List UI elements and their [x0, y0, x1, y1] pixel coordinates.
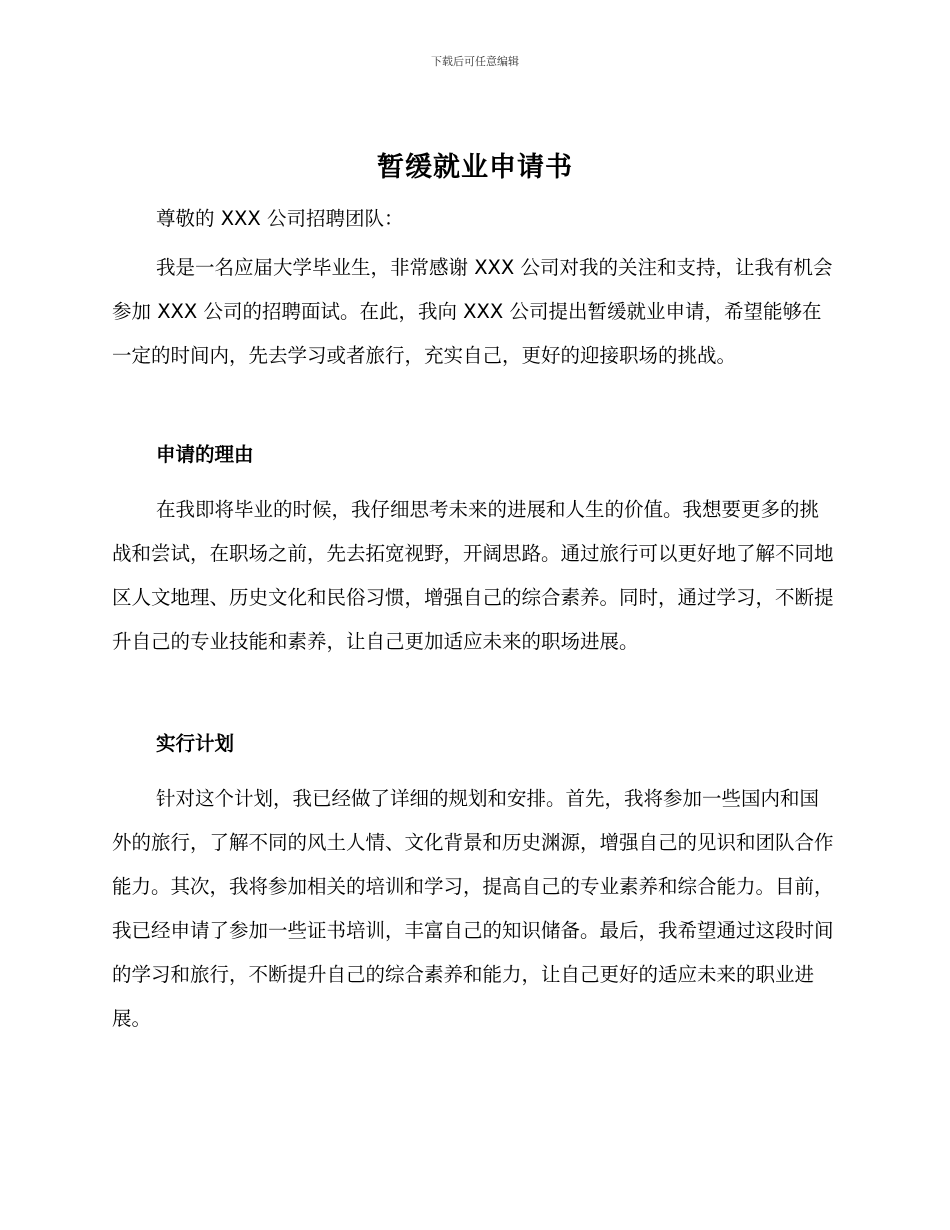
- plan-paragraph: 针对这个计划，我已经做了详细的规划和安排。首先，我将参加一些国内和国外的旅行，了解不同的风土人情、文化背景和历史渊源，增强自己的见识和团队合作能力。其次，我将参加相关的培训和学习，提高自己的专业素养和综合能力。目前，我已经申请了参加一些证书培训，丰富自己的知识储备。最后，我希望通过这段时间的学习和旅行，不断提升自己的综合素养和能力，让自己更好的适应未来的职业进展。: [112, 787, 834, 1030]
- header-note: 下载后可任意编辑: [431, 55, 519, 68]
- intro-paragraph: 我是一名应届大学毕业生，非常感谢 XXX 公司对我的关注和支持，让我有机会参加 XXX 公司的招聘面试。在此，我向 XXX 公司提出暂缓就业申请，希望能够在一定的时间内，先去学习或者旅行，充实自己，更好的迎接职场的挑战。: [112, 256, 833, 367]
- salutation: 尊敬的 XXX 公司招聘团队：: [156, 207, 404, 230]
- reason-paragraph: 在我即将毕业的时候，我仔细思考未来的进展和人生的价值。我想要更多的挑战和尝试，在职场之前，先去拓宽视野，开阔思路。通过旅行可以更好地了解不同地区人文地理、历史文化和民俗习惯，增强自己的综合素养。同时，通过学习，不断提升自己的专业技能和素养，让自己更加适应未来的职场进展。: [112, 498, 834, 653]
- section-heading-reason: 申请的理由: [156, 443, 254, 466]
- section-heading-plan: 实行计划: [156, 732, 235, 755]
- document-title: 暂缓就业申请书: [377, 152, 573, 183]
